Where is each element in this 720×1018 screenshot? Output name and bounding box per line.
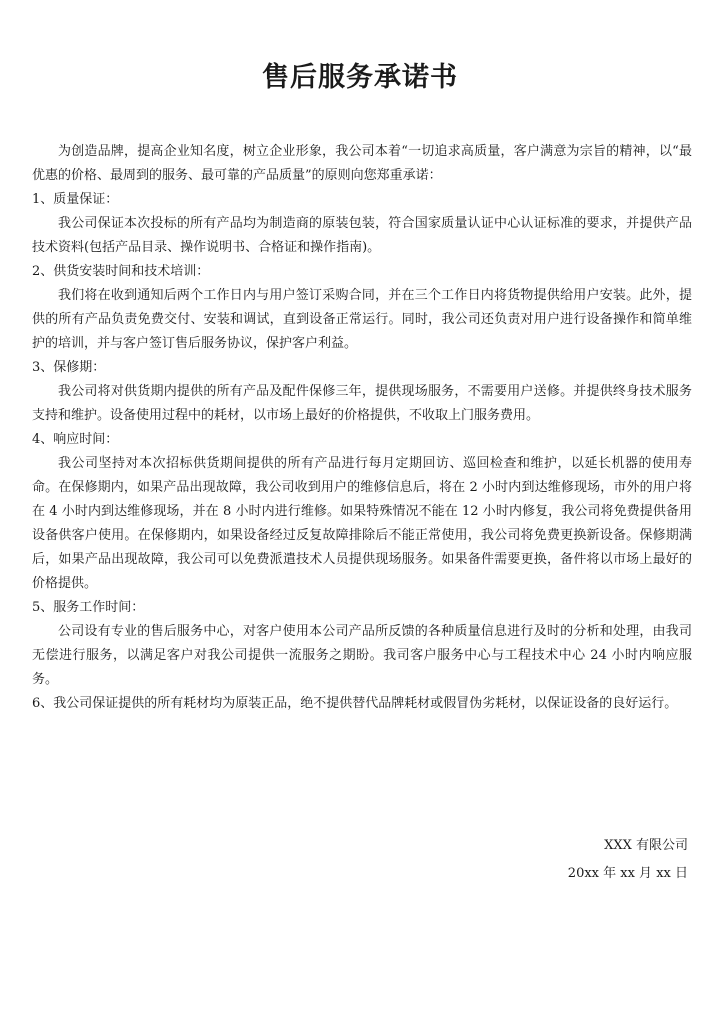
section-text-delivery-training: 我们将在收到通知后两个工作日内与用户签订采购合同，并在三个工作日内将货物提供给用户安装。此外，提供的所有产品负责免费交付、安装和调试，直到设备正常运行。同时，我公司还负责对用户进行设备操作和简单维护的培训，并与客户签订售后服务协议，保护客户利益。 bbox=[32, 288, 692, 351]
closing-paragraph: 6、我公司保证提供的所有耗材均为原装正品，绝不提供替代品牌耗材或假冒伪劣耗材，以保证设备的良好运行。 bbox=[32, 696, 678, 711]
document-title: 售后服务承诺书 bbox=[262, 62, 458, 93]
signature-block bbox=[388, 832, 688, 888]
intro-paragraph: 为创造品牌，提高企业知名度，树立企业形象，我公司本着“一切追求高质量，客户满意为宗旨的精神，以“最优惠的价格、最周到的服务、最可靠的产品质量”的原则向您郑重承诺： bbox=[32, 144, 692, 183]
section-heading-delivery-training: 2、供货安装时间和技术培训： bbox=[32, 264, 210, 279]
section-text-service-hours: 公司设有专业的售后服务中心，对客户使用本公司产品所反馈的各种质量信息进行及时的分析和处理，由我司无偿进行服务，以满足客户对我公司提供一流服务之期盼。我司客户服务中心与工程技术中心 24 小时内响应服务。 bbox=[32, 624, 692, 687]
section-text-quality: 我公司保证本次投标的所有产品均为制造商的原装包装，符合国家质量认证中心认证标准的要求，并提供产品技术资料(包括产品目录、操作说明书、合格证和操作指南)。 bbox=[32, 216, 692, 255]
section-text-warranty: 我公司将对供货期内提供的所有产品及配件保修三年，提供现场服务，不需要用户送修。并提供终身技术服务支持和维护。设备使用过程中的耗材，以市场上最好的价格提供，不收取上门服务费用。 bbox=[32, 384, 692, 423]
section-text-response-time: 我公司坚持对本次招标供货期间提供的所有产品进行每月定期回访、巡回检查和维护，以延长机器的使用寿命。在保修期内，如果产品出现故障，我公司收到用户的维修信息后，将在 2 小时内到达维修现场，市外的用户将在 4 小时内到达维修现场，并在 8 小时内进行维修。如果特殊情况不能在 12 小时内修复，我公司将免费提供备用设备供客户使用。在保修期内，如果设备经过反复故障排除后不能正常使用，我公司将免费更换新设备。保修期满后，如果产品出现故障，我公司可以免费派遣技术人员提供现场服务。如果备件需要更换，备件将以市场上最好的价格提供。 bbox=[32, 456, 692, 591]
document-body bbox=[32, 140, 692, 716]
section-heading-quality: 1、质量保证： bbox=[32, 192, 119, 207]
section-heading-response-time: 4、响应时间： bbox=[32, 432, 119, 447]
signature-company: XXX 有限公司 bbox=[604, 838, 688, 853]
signature-date: 20xx 年 xx 月 xx 日 bbox=[567, 866, 688, 881]
section-heading-warranty: 3、保修期： bbox=[32, 360, 106, 375]
section-heading-service-hours: 5、服务工作时间： bbox=[32, 600, 145, 615]
